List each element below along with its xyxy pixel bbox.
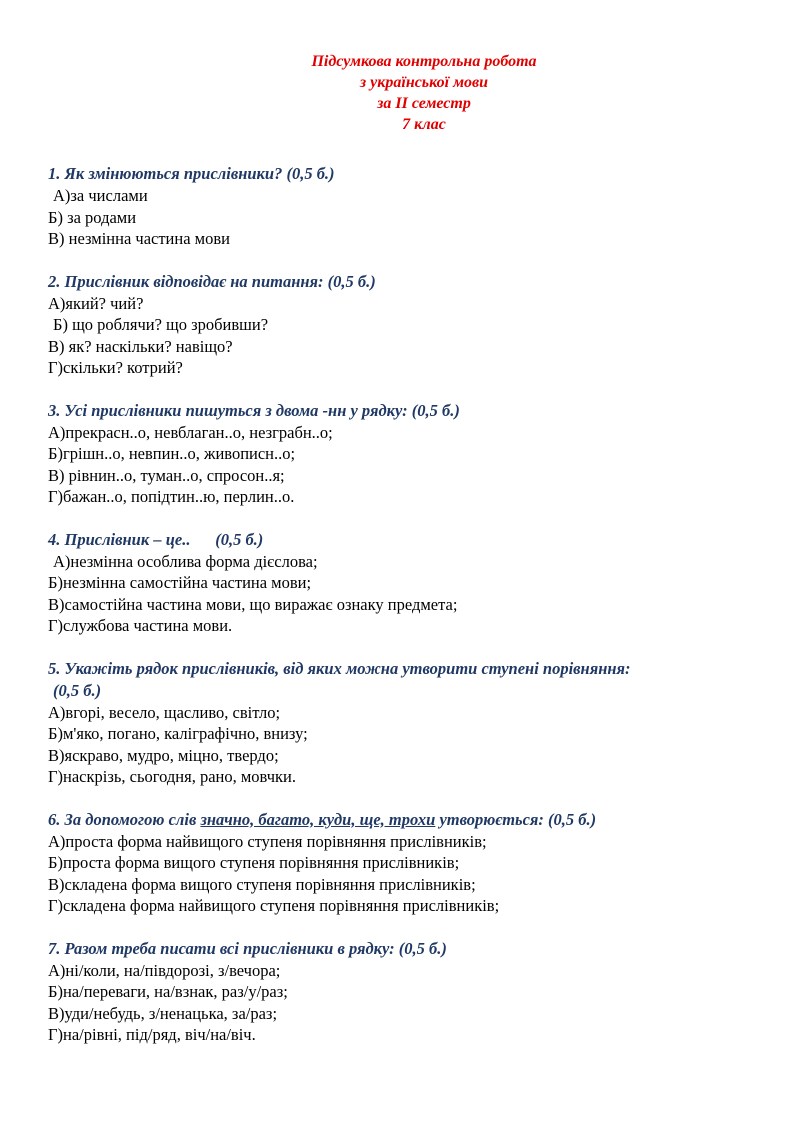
question-3-option-a: А)прекрасн..о, невблаган..о, незграбн..о;: [48, 422, 333, 442]
question-5: [48, 658, 754, 788]
question-2-option-b: Б) що роблячи? що зробивши?: [53, 315, 269, 334]
question-2-option-a: А)який? чий?: [48, 293, 144, 313]
question-6-option-a: А)проста форма найвищого ступеня порівняння прислівників;: [48, 831, 487, 851]
title-line-2: з української мови: [359, 74, 489, 91]
question-3: [48, 400, 754, 508]
document-title: [48, 51, 754, 135]
question-1-text: 1. Як змінюються прислівники? (0,5 б.): [48, 164, 335, 183]
question-5-option-d: Г)наскрізь, сьогодня, рано, мовчки.: [48, 767, 296, 786]
question-7-option-d: Г)на/рівні, під/ряд, віч/на/віч.: [48, 1025, 256, 1044]
question-4-option-d: Г)службова частина мови.: [48, 616, 233, 635]
question-6-option-b: Б)проста форма вищого ступеня порівняння прислівників;: [48, 853, 460, 872]
question-6: [48, 809, 754, 917]
title-line-1: Підсумкова контрольна робота: [311, 53, 537, 70]
question-5-points: (0,5 б.): [53, 680, 102, 700]
question-6-text-before: 6. За допомогою слів: [48, 809, 201, 829]
question-4-option-c: В)самостійна частина мови, що виражає ознаку предмета;: [48, 594, 458, 614]
question-6-text-after: утворюється: (0,5 б.): [435, 809, 597, 829]
question-3-option-b: Б)грішн..о, невпин..о, живописн..о;: [48, 444, 296, 463]
question-1: [48, 163, 754, 250]
question-7-text: 7. Разом треба писати всі прислівники в рядку: (0,5 б.): [48, 938, 447, 958]
title-line-4: 7 клас: [402, 116, 446, 133]
question-6-option-d: Г)складена форма найвищого ступеня порівняння прислівників;: [48, 896, 500, 915]
question-2-text: 2. Прислівник відповідає на питання: (0,5 б.): [48, 271, 376, 291]
question-4-option-a: А)незмінна особлива форма дієслова;: [53, 551, 318, 571]
question-5-option-a: А)вгорі, весело, щасливо, світло;: [48, 702, 281, 722]
question-3-option-d: Г)бажан..о, попідтин..ю, перлин..о.: [48, 487, 295, 506]
question-2: [48, 271, 754, 379]
question-4: [48, 529, 754, 637]
question-1-option-b: Б) за родами: [48, 207, 137, 227]
question-6-text: [48, 809, 754, 831]
question-7-option-c: В)уди/небудь, з/ненацька, за/раз;: [48, 1003, 278, 1023]
question-3-option-c: В) рівнин..о, туман..о, спросон..я;: [48, 465, 285, 485]
question-6-underlined-words: значно, багато, куди, ще, трохи: [200, 809, 436, 829]
question-4-text: 4. Прислівник – це.. (0,5 б.): [48, 529, 264, 549]
question-7-option-b: Б)на/переваги, на/взнак, раз/у/раз;: [48, 982, 288, 1001]
question-2-option-c: В) як? наскільки? навіщо?: [48, 336, 233, 356]
title-line-3: за ІІ семестр: [377, 95, 471, 112]
question-2-option-d: Г)скільки? котрий?: [48, 358, 183, 377]
question-6-option-c: В)складена форма вищого ступеня порівняння прислівників;: [48, 874, 476, 894]
question-7-option-a: А)ні/коли, на/півдорозі, з/вечора;: [48, 960, 281, 980]
question-5-option-b: Б)м'яко, погано, каліграфічно, внизу;: [48, 724, 308, 743]
question-1-option-c: В) незмінна частина мови: [48, 229, 230, 248]
question-5-option-c: В)яскраво, мудро, міцно, твердо;: [48, 745, 279, 765]
question-5-text: 5. Укажіть рядок прислівників, від яких можна утворити ступені порівняння:: [48, 658, 631, 678]
question-list: [48, 163, 754, 1046]
question-1-option-a: А)за числами: [53, 186, 148, 205]
question-4-option-b: Б)незмінна самостійна частина мови;: [48, 573, 312, 592]
question-7: [48, 938, 754, 1046]
question-3-text: 3. Усі прислівники пишуться з двома -нн у рядку: (0,5 б.): [48, 400, 460, 420]
